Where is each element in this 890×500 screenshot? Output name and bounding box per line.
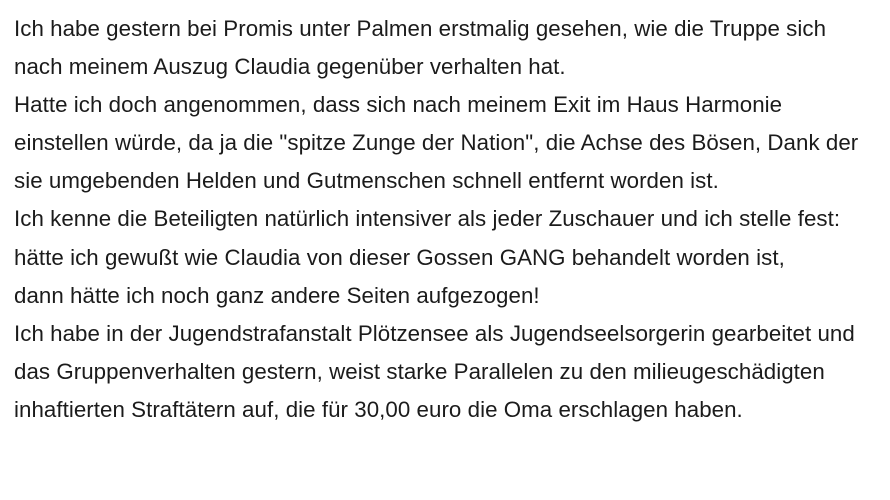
paragraph-2: Hatte ich doch angenommen, dass sich nach meinem Exit im Haus Harmonie einstellen würde, da ja die "spitze Zunge der Nation", die Achse des Bösen, Dank der sie umgebenden Helden und Gutmenschen schnell entfernt worden ist. [14, 92, 865, 194]
paragraph-4: dann hätte ich noch ganz andere Seiten aufgezogen! [14, 282, 540, 308]
paragraph-3: Ich kenne die Beteiligten natürlich intensiver als jeder Zuschauer und ich stelle fest: hätte ich gewußt wie Claudia von dieser Gossen GANG behandelt worden ist, [14, 206, 847, 270]
paragraph-1: Ich habe gestern bei Promis unter Palmen erstmalig gesehen, wie die Truppe sich nach meinem Auszug Claudia gegenüber verhalten hat. [14, 16, 833, 80]
paragraph-5: Ich habe in der Jugendstrafanstalt Plötzensee als Jugendseelsorgerin gearbeitet und das Gruppenverhalten gestern, weist starke Parallelen zu den milieugeschädigten inhaftierten Straftätern auf, die für 30,00 euro die Oma erschlagen haben. [14, 320, 862, 422]
